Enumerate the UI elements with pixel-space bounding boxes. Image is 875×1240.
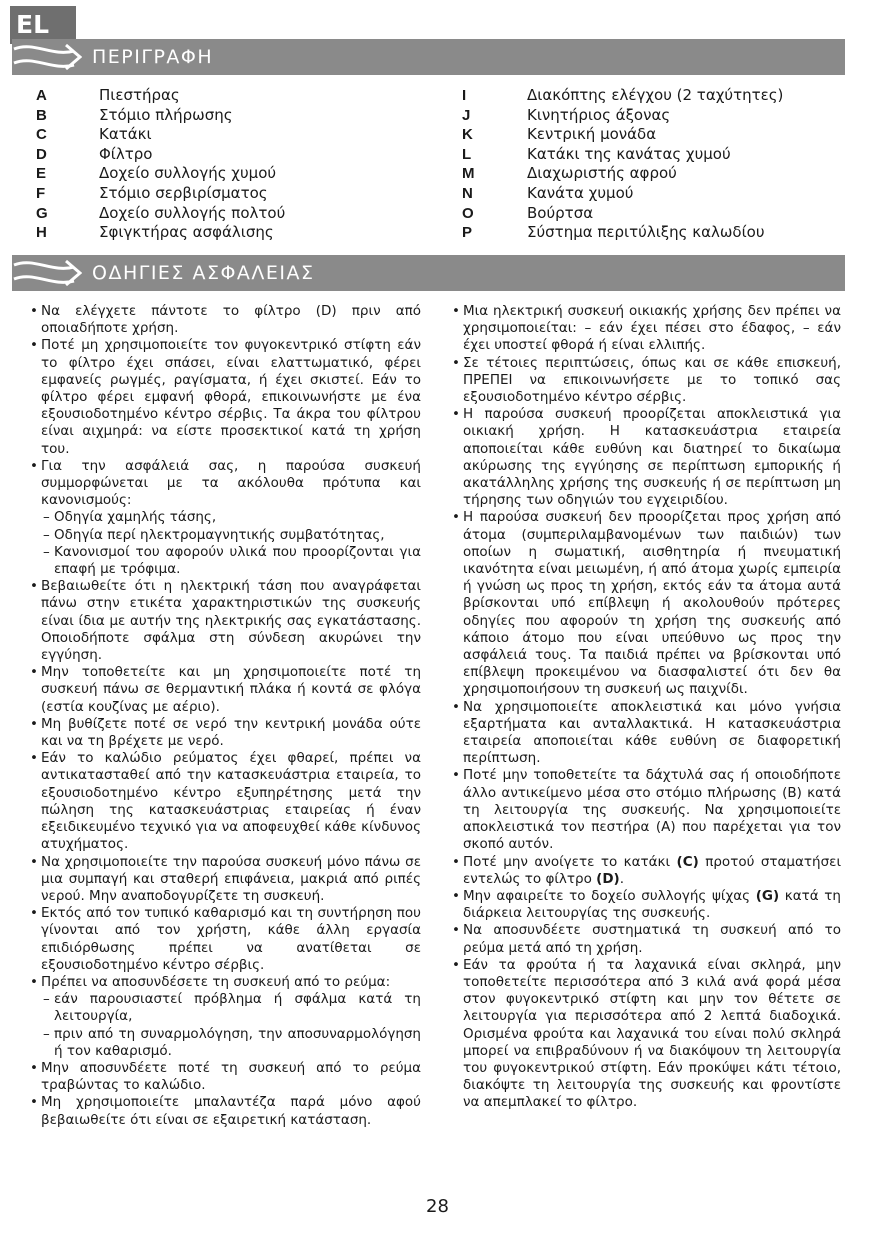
- part-reference: (D): [596, 870, 620, 887]
- part-item: [36, 223, 285, 243]
- part-label: Διαχωριστής αφρού: [527, 164, 677, 183]
- safety-item-text: κατά τη διάρκεια λειτουργίας της συσκευής.: [463, 887, 841, 922]
- safety-item: • Η παρούσα συσκευή προορίζεται αποκλειστικά για οικιακή χρήση. Η κατασκευάστρια εταιρεία αποποιείται κάθε ευθύνη και διατηρεί το δικαίωμα ακύρωσης της εγγύησης σε περίπτωση εμπορικής ή ακατάλληλης χρήσης της συσκευής ή σε περίπτωση μη τήρησης των οδηγιών του εγχειριδίου.: [452, 406, 841, 509]
- part-label: Κινητήριος άξονας: [527, 105, 671, 124]
- section-title: ΠΕΡΙΓΡΑΦΗ: [92, 46, 214, 68]
- part-label: Κατάκι: [99, 125, 152, 144]
- safety-item: • Μη βυθίζετε ποτέ σε νερό την κεντρική μονάδα ούτε και να τη βρέχετε με νερό.: [30, 716, 421, 750]
- part-letter: C: [36, 126, 47, 144]
- page-number: 28: [426, 1196, 449, 1217]
- part-reference: (C): [676, 853, 699, 870]
- part-label: Πιεστήρας: [99, 86, 180, 104]
- part-letter: P: [462, 224, 473, 242]
- arrow-icon: [12, 39, 82, 75]
- parts-column-left: [36, 86, 285, 243]
- part-label: Φίλτρο: [99, 144, 153, 163]
- safety-item: • Μην αποσυνδέετε ποτέ τη συσκευή από το ρεύμα τραβώντας το καλώδιο.: [30, 1060, 421, 1094]
- safety-item: • Να χρησιμοποιείτε αποκλειστικά και μόνο γνήσια εξαρτήματα και ανταλλακτικά. Η κατασκευάστρια εταιρεία αποποιείται κάθε ευθύνη σε διαφορετική περίπτωση.: [452, 699, 841, 768]
- section-header-safety: [12, 255, 845, 291]
- part-letter: H: [36, 224, 47, 242]
- safety-item: • Η παρούσα συσκευή δεν προορίζεται προς χρήση από άτομα (συμπεριλαμβανομένων των παιδιών) των οποίων η σωματική, αισθητηρία ή πνευματική ικανότητα είναι μειωμένη, ή από άτομα χωρίς εμπειρία ή γνώση ως προς τη χρήση, εκτός εάν τα άτομα αυτά βρίσκονται υπό επίβλεψη ή ακολουθούν πρότερες οδηγίες που αφορούν τη χρήση της συσκευής από κάποιο άτομο που είναι υπεύθυνο ως προς την ασφάλειά τους. Τα παιδιά πρέπει να βρίσκονται υπό επίβλεψη προκειμένου να διασφαλιστεί ότι δεν θα χρησιμοποιήσουν τη συσκευή ως παιχνίδι.: [452, 509, 841, 698]
- safety-item: • Μη χρησιμοποιείτε μπαλαντέζα παρά μόνο αφού βεβαιωθείτε ότι είναι σε εξαιρετική κατάσταση.: [30, 1094, 421, 1128]
- part-label: Κατάκι της κανάτας χυμού: [527, 144, 731, 163]
- safety-item: • Σε τέτοιες περιπτώσεις, όπως και σε κάθε επισκευή, ΠΡΕΠΕΙ να επικοινωνήσετε με το τοπικό σας εξουσιοδοτημένο κέντρο σέρβις.: [452, 355, 841, 407]
- safety-item: • Ποτέ μην τοποθετείτε τα δάχτυλά σας ή οποιοδήποτε άλλο αντικείμενο μέσα στο στόμιο πλήρωσης (B) κατά τη λειτουργία της συσκευής. Να χρησιμοποιείτε αποκλειστικά τον πεστήρα (A) που παρέχεται για τον σκοπό αυτόν.: [452, 767, 841, 853]
- part-label: Σύστημα περιτύλιξης καλωδίου: [527, 223, 765, 242]
- part-letter: J: [462, 106, 471, 124]
- part-label: Δοχείο συλλογής χυμού: [99, 164, 277, 183]
- safety-item-text: προτού σταματήσει εντελώς το φίλτρο: [463, 853, 842, 887]
- part-label: Στόμιο πλήρωσης: [99, 105, 233, 124]
- safety-subitem: – πριν από τη συναρμολόγηση, την αποσυναρμολόγηση ή τον καθαρισμό.: [30, 1026, 421, 1060]
- part-letter: A: [36, 87, 47, 104]
- part-letter: L: [462, 145, 472, 163]
- safety-item: • Εκτός από τον τυπικό καθαρισμό και τη συντήρηση που γίνονται από τον χρήστη, κάθε άλλη εργασία επιδιόρθωσης πρέπει να ανατίθεται σε εξουσιοδοτημένο κέντρο σέρβις.: [30, 905, 421, 974]
- safety-item: • Για την ασφάλειά σας, η παρούσα συσκευή συμμορφώνεται με τα ακόλουθα πρότυπα και κανονισμούς:: [30, 458, 421, 510]
- safety-item: • Εάν το καλώδιο ρεύματος έχει φθαρεί, πρέπει να αντικατασταθεί από την κατασκευάστρια εταιρεία, το εξουσιοδοτημένο κέντρο εξυπηρέτησης μετά την πώληση της κατασκευάστριας εταιρείας ή έναν εξειδικευμένο τεχνικό για να αποφευχθεί κάθε κίνδυνος ατυχήματος.: [30, 750, 421, 853]
- safety-item-text: Ποτέ μην ανοίγετε το κατάκι: [463, 853, 671, 870]
- section-header-description: [12, 39, 845, 75]
- safety-item-text: .: [619, 870, 625, 887]
- part-item: [462, 184, 783, 204]
- part-item: [36, 204, 285, 224]
- part-item: [462, 125, 783, 145]
- safety-item: [452, 888, 841, 922]
- part-label: Στόμιο σερβιρίσματος: [99, 183, 268, 202]
- arrow-icon: [12, 255, 82, 291]
- part-item: [36, 86, 285, 106]
- part-letter: O: [462, 204, 474, 222]
- safety-subitem: – εάν παρουσιαστεί πρόβλημα ή σφάλμα κατά τη λειτουργία,: [30, 991, 421, 1025]
- part-letter: N: [462, 184, 473, 202]
- part-item: [462, 86, 783, 106]
- safety-subitem: – Οδηγία χαμηλής τάσης,: [30, 509, 421, 526]
- part-letter: B: [36, 106, 47, 124]
- safety-item: • Μην τοποθετείτε και μη χρησιμοποιείτε ποτέ τη συσκευή πάνω σε θερμαντική πλάκα ή κοντά σε φλόγα (εστία κουζίνας με αέριο).: [30, 664, 421, 716]
- safety-item: • Να ελέγχετε πάντοτε το φίλτρο (D) πριν από οποιαδήποτε χρήση.: [30, 303, 421, 337]
- part-item: [462, 223, 783, 243]
- part-label: Κανάτα χυμού: [527, 183, 634, 202]
- part-letter: M: [462, 165, 475, 183]
- part-item: [462, 204, 783, 224]
- safety-subitem: – Οδηγία περί ηλεκτρομαγνητικής συμβατότητας,: [30, 527, 421, 544]
- part-letter: K: [462, 126, 473, 144]
- safety-subitem: – Κανονισμοί του αφορούν υλικά που προορίζονται για επαφή με τρόφιμα.: [30, 544, 421, 578]
- part-item: [36, 184, 285, 204]
- part-reference: (G): [755, 887, 780, 904]
- safety-item: • Ποτέ μη χρησιμοποιείτε τον φυγοκεντρικό στίφτη εάν το φίλτρο έχει σπάσει, είναι ελαττωματικό, φέρει εμφανείς ρωγμές, ραγίσματα, ή έχει σκιστεί. Εάν το φίλτρο φέρει εμφανή φθορά, επικοινωνήστε με ένα εξουσιοδοτημένο κέντρο σέρβις. Τα άκρα του φίλτρου είναι αιχμηρά: να είστε προσεκτικοί κατά τη χρήση του.: [30, 337, 421, 457]
- part-label: Διακόπτης ελέγχου (2 ταχύτητες): [527, 86, 784, 104]
- safety-item-text: Μην αφαιρείτε το δοχείο συλλογής ψίχας: [463, 887, 751, 904]
- part-label: Κεντρική μονάδα: [527, 125, 657, 144]
- part-item: [462, 164, 783, 184]
- safety-item: • Πρέπει να αποσυνδέσετε τη συσκευή από το ρεύμα:: [30, 974, 421, 991]
- part-letter: F: [36, 184, 46, 202]
- parts-column-right: [462, 86, 783, 243]
- part-item: [36, 106, 285, 126]
- part-item: [36, 164, 285, 184]
- part-letter: D: [36, 145, 47, 163]
- part-label: Βούρτσα: [527, 203, 594, 222]
- part-letter: I: [462, 87, 467, 104]
- part-label: Σφιγκτήρας ασφάλισης: [99, 223, 274, 242]
- safety-item: • Εάν τα φρούτα ή τα λαχανικά είναι σκληρά, μην τοποθετείτε περισσότερα από 3 κιλά ανά φορά μέσα στον φυγοκεντρικό στίφτη και μην τον θέτετε σε λειτουργία για περισσότερα από 2 λεπτά διαδοχικά. Ορισμένα φρούτα και λαχανικά του είναι πολύ σκληρά μπορεί να επιβραδύνουν ή να διακόψουν τη λειτουργία του φυγοκεντρικού στίφτη. Εάν προκύψει κάτι τέτοιο, διακόψτε τη λειτουργία της συσκευής και φροντίστε να απεμπλακεί το φίλτρο.: [452, 957, 841, 1112]
- part-item: [462, 145, 783, 165]
- safety-item: • Να αποσυνδέετε συστηματικά τη συσκευή από το ρεύμα μετά από τη χρήση.: [452, 922, 841, 956]
- part-item: [462, 106, 783, 126]
- part-label: Δοχείο συλλογής πολτού: [99, 203, 286, 222]
- safety-column-right: [452, 303, 841, 1112]
- safety-column-left: [30, 303, 421, 1129]
- part-letter: E: [36, 165, 47, 183]
- part-item: [36, 145, 285, 165]
- language-badge: EL: [10, 6, 76, 44]
- safety-item: • Βεβαιωθείτε ότι η ηλεκτρική τάση που αναγράφεται πάνω στην ετικέτα χαρακτηριστικών της συσκευής είναι ίδια με αυτήν της ηλεκτρικής σας εγκατάστασης. Οποιοδήποτε σφάλμα στη σύνδεση ακυρώνει την εγγύηση.: [30, 578, 421, 664]
- safety-item: • Μια ηλεκτρική συσκευή οικιακής χρήσης δεν πρέπει να χρησιμοποιείται: – εάν έχει πέσει στο έδαφος, – εάν έχει υποστεί φθορά ή είναι ελλιπής.: [452, 303, 841, 355]
- safety-item: [452, 854, 841, 888]
- part-item: [36, 125, 285, 145]
- safety-item: • Να χρησιμοποιείτε την παρούσα συσκευή μόνο πάνω σε μια συμπαγή και σταθερή επιφάνεια, μακριά από ριπές νερού. Μην αναποδογυρίζετε τη συσκευή.: [30, 854, 421, 906]
- part-letter: G: [36, 204, 48, 222]
- section-title: ΟΔΗΓΙΕΣ ΑΣΦΑΛΕΙΑΣ: [92, 262, 315, 284]
